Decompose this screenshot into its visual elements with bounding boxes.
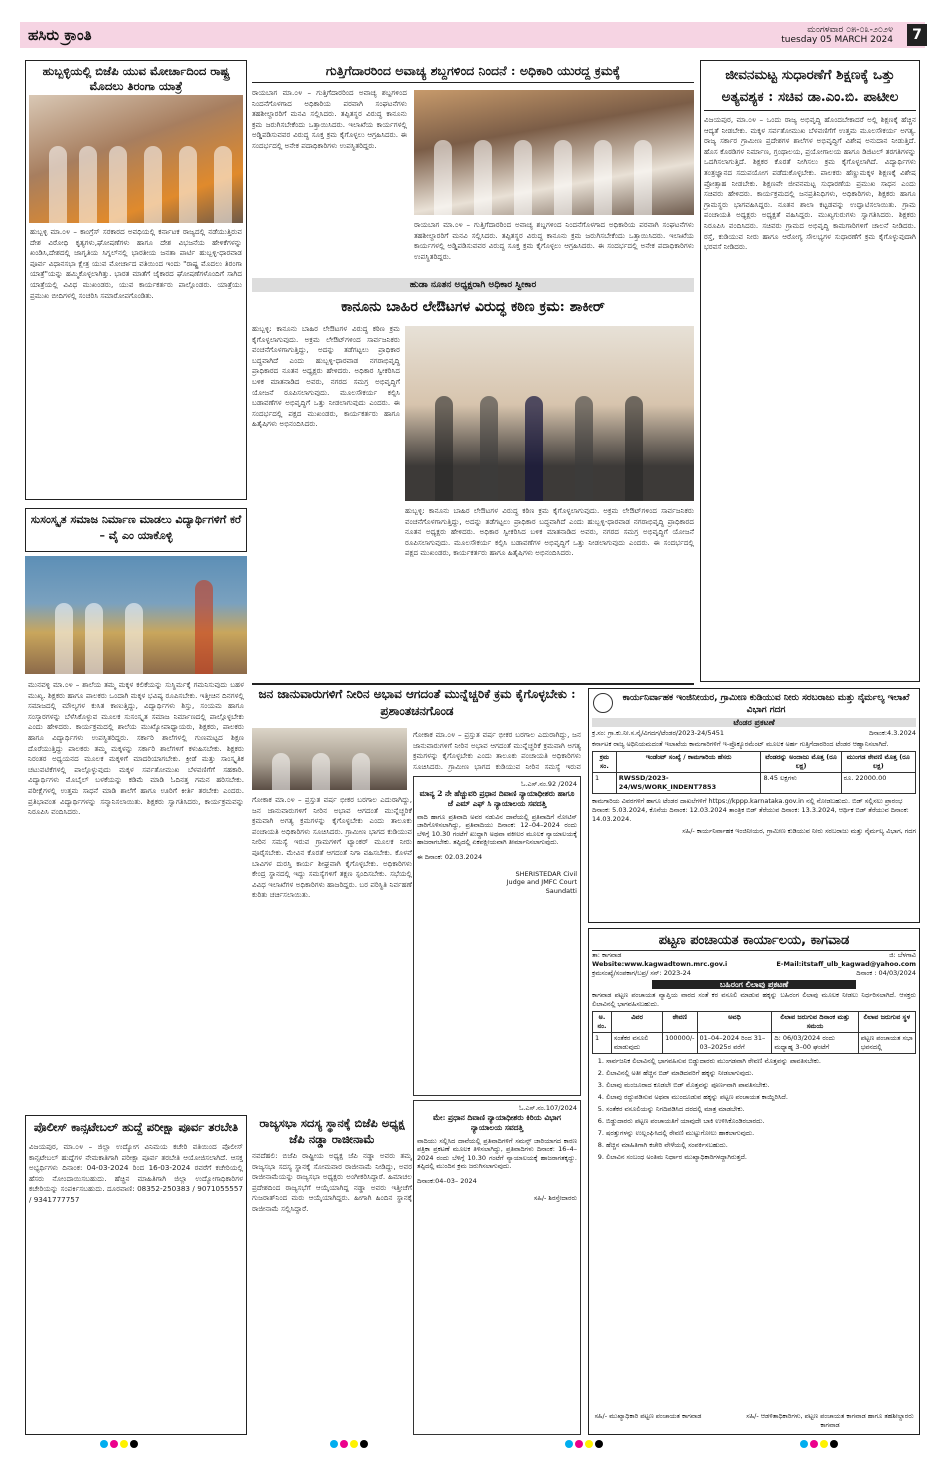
auction-table xyxy=(592,1011,916,1054)
yellow-dot xyxy=(820,1440,828,1448)
court-notice-2 xyxy=(413,1100,581,1435)
list-item: 6. ಬಿಡ್ಡುದಾರರು ಪಟ್ಟಣ ಪಂಚಾಯತಿಗೆ ಯಾವುದೇ ಬಾಕಿ ಉಳಿಸಿಕೊಂಡಿರಬಾರದು. xyxy=(606,1117,916,1126)
cell: 100000/- xyxy=(663,1033,697,1054)
magenta-dot xyxy=(575,1440,583,1448)
notice-ref: ಕ್ರ.ಸಂ: ಗ್ರಾ.ಕು.ನೀ.ಸ.ನೈ/ವಿಗದಗ/ಟೆಂಡರ/2023-24/5451 xyxy=(592,729,724,737)
article-huda xyxy=(252,294,694,684)
notice-engineer-tender xyxy=(588,688,920,923)
school-photo xyxy=(25,556,247,674)
cell: ಸಂತೆಕರ ವಸೂಲಿ ಮಾಡುವುದು xyxy=(611,1033,662,1054)
col-header: ಅ. ನಂ. xyxy=(593,1012,612,1033)
article-title: ಪೊಲೀಸ್ ಕಾನ್ಸಟೇಬಲ್ ಹುದ್ದೆ ಪರೀಕ್ಷಾ ಪೂರ್ವ ತರಬೇತಿ xyxy=(33,1120,239,1134)
article-title: ಜನ ಜಾನುವಾರುಗಳಿಗೆ ನೀರಿನ ಅಭಾವ ಆಗದಂತೆ ಮುನ್ನೆಚ್ಚರಿಕೆ ಕ್ರಮ ಕೈಗೊಳ್ಳಬೇಕು : ಪ್ರಶಾಂತಚನಗೊಂಡ xyxy=(258,687,576,718)
notice-date: ದಿನಾಂಕ:4.3.2024 xyxy=(868,729,916,737)
article-body-right: ಹುಬ್ಬಳ್ಳಿ: ಕಾನೂನು ಬಾಹಿರ ಲೇಔಟಗಳ ವಿರುದ್ಧ ಕಠಿಣ ಕ್ರಮ ಕೈಗೊಳ್ಳಲಾಗುವುದು. ಅಕ್ರಮ ಲೇಔಟ್‌ಗಳಿಂದ ಸಾರ್ವಜನಿಕರು ವಂಚನೆಗೊಳಗಾಗುತ್ತಿದ್ದು, ಅದನ್ನು ತಡೆಗಟ್ಟಲು ಪ್ರಾಧಿಕಾರ ಬದ್ಧವಾಗಿದೆ ಎಂದು ಹುಬ್ಬಳ್ಳಿ-ಧಾರವಾಡ ನಗರಾಭಿವೃದ್ಧಿ ಪ್ರಾಧಿಕಾರದ ನೂತನ ಅಧ್ಯಕ್ಷರು ಹೇಳಿದರು. ಅಧಿಕಾರ ಸ್ವೀಕರಿಸಿದ ಬಳಿಕ ಮಾತನಾಡಿದ ಅವರು, ನಗರದ ಸಮಗ್ರ ಅಭಿವೃದ್ಧಿಗೆ ಯೋಜನೆ ರೂಪಿಸಲಾಗುವುದು. ಮೂಲಸೌಕರ್ಯ ಕಲ್ಪಿಸಿ ಬಡಾವಣೆಗಳ ಅಭಿವೃದ್ಧಿಗೆ ಒತ್ತು ನೀಡಲಾಗುವುದು ಎಂದರು. ಈ ಸಂದರ್ಭದಲ್ಲಿ ಪಕ್ಷದ ಮುಖಂಡರು, ಕಾರ್ಯಕರ್ತರು ಹಾಗೂ ಹಿತೈಷಿಗಳು ಅಭಿನಂದಿಸಿದರು. xyxy=(405,506,694,558)
article-hubballi xyxy=(25,60,247,500)
sign-left: ಸಹಿ/- ಮುಖ್ಯಾಧಿಕಾರಿ ಪಟ್ಟಣ ಪಂಚಾಯತ ಕಾಗವಾಡ xyxy=(594,1412,702,1420)
article-title: ರಾಜ್ಯಸಭಾ ಸದಸ್ಯ ಸ್ಥಾನಕ್ಕೆ ಬಿಜೆಪಿ ಅಧ್ಯಕ್ಷ ಜೆಪಿ ನಡ್ಡಾ ರಾಜೀನಾಮೆ xyxy=(259,1116,405,1146)
article-body-left: ರಾಯಬಾಗ ಮಾ.೦೪ – ಗುತ್ತಿಗೆದಾರರಿಂದ ಅವಾಚ್ಯ ಶಬ್ದಗಳಿಂದ ನಿಂದನೆಗೊಳಗಾದ ಅಧಿಕಾರಿಯ ಪರವಾಗಿ ಸಂಘಟನೆಗಳು ತಹಶೀಲ್ದಾರರಿಗೆ ಮನವಿ ಸಲ್ಲಿಸಿದರು. ತಪ್ಪಿತಸ್ಥರ ವಿರುದ್ಧ ಕಾನೂನು ಕ್ರಮ ಜರುಗಿಸಬೇಕೆಂದು ಒತ್ತಾಯಿಸಿದರು. ಇಲಾಖೆಯ ಕಾರ್ಯಗಳಲ್ಲಿ ಅಡ್ಡಿಪಡಿಸುವವರ ವಿರುದ್ಧ ಸೂಕ್ತ ಕ್ರಮ ಕೈಗೊಳ್ಳಲು ಆಗ್ರಹಿಸಿದರು. ಈ ಸಂದರ್ಭದಲ್ಲಿ ಅನೇಕ ಪದಾಧಿಕಾರಿಗಳು ಉಪಸ್ಥಿತರಿದ್ದರು. xyxy=(252,88,407,150)
list-item: 3. ಲಿಲಾವು ಮಂಜೂರಾದ ಕೂಡಲೇ ಬಿಡ್ ಮೊತ್ತವನ್ನು ಪೂರ್ಣವಾಗಿ ಪಾವತಿಸಬೇಕು. xyxy=(606,1081,916,1090)
cell: ದಿ: 06/03/2024 ರಂದು ಮಧ್ಯಾಹ್ನ 3–00 ಘಂಟೆಗೆ xyxy=(772,1033,858,1054)
notice-body: ವಾದಿಯು ಸಲ್ಲಿಸಿದ ದಾವೆಯಲ್ಲಿ ಪ್ರತಿವಾದಿಗಳಿಗೆ ಸಮನ್ಸ್ ಜಾರಿಯಾಗದ ಕಾರಣ ಪತ್ರಿಕಾ ಪ್ರಕಟಣೆ ಮೂಲಕ ತಿಳಿಸಲಾಗಿದ್ದು, ಪ್ರತಿವಾದಿಗಳು ದಿನಾಂಕ: 16–4–2024 ರಂದು ಬೆಳಿಗ್ಗೆ 10.30 ಗಂಟೆಗೆ ನ್ಯಾಯಾಲಯಕ್ಕೆ ಹಾಜರಾಗತಕ್ಕದ್ದು. ತಪ್ಪಿದಲ್ಲಿ ಮುಂದಿನ ಕ್ರಮ ಜರುಗಿಸಲಾಗುವುದು. xyxy=(417,1136,577,1171)
case-number: ಓ.ಎಸ್.ನಂ.92 /2024 xyxy=(521,780,577,788)
notice-footer-1: ಕಾಮಗಾರಿಯ ವಿವರಗಳಿಗೆ ಹಾಗೂ ಟೆಂಡರ ದಾಖಲೆಗಳಿಗೆ https://kppp.karnataka.gov.in ನಲ್ಲಿ ನೋಡಬಹುದು. ಬಿಡ್ ಸಲ್ಲಿಸಲು ಪ್ರಾರಂಭ ದಿನಾಂಕ: 5.03.2024, ಕೊನೆಯ ದಿನಾಂಕ: 12.03.2024 ತಾಂತ್ರಿಕ ಬಿಡ್ ತೆರೆಯುವ ದಿನಾಂಕ: 13.3.2024, ಆರ್ಥಿಕ ಬಿಡ್ ತೆರೆಯುವ ದಿನಾಂಕ: 14.03.2024. xyxy=(592,797,909,823)
article-rajyasabha xyxy=(252,1115,412,1435)
col-header: ಲಿಲಾವ ಜರುಗುವ ಸ್ಥಳ xyxy=(858,1012,915,1033)
list-item: 8. ಹೆಚ್ಚಿನ ಮಾಹಿತಿಗಾಗಿ ಕಚೇರಿ ವೇಳೆಯಲ್ಲಿ ಸಂಪರ್ಕಿಸಬಹುದು. xyxy=(606,1141,916,1150)
notice-title: ಪಟ್ಟಣ ಪಂಚಾಯತ ಕಾರ್ಯಾಲಯ, ಕಾಗವಾಡ xyxy=(592,932,916,951)
notice-sign: ಸಹಿ/- ಶಿರಸ್ತೇದಾರರು xyxy=(533,1193,577,1202)
notice-date: ಈ ದಿನಾಂಕ: 02.03.2024 xyxy=(417,852,483,861)
yellow-dot xyxy=(585,1440,593,1448)
col-header: ಅವಧಿ xyxy=(697,1012,772,1033)
article-title: ಜೀವನಮಟ್ಟ ಸುಧಾರಣೆಗೆ ಶಿಕ್ಷಣಕ್ಕೆ ಒತ್ತು ಅತ್ಯವಶ್ಯಕ : ಸಚಿವ ಡಾ.ಎಂ.ಬಿ. ಪಾಟೀಲ xyxy=(704,64,916,111)
notice-taluk: ತಾ: ಕಾಗವಾಡ xyxy=(592,951,622,959)
notice-loc-row xyxy=(592,951,916,960)
masthead-dates xyxy=(781,25,893,45)
cyan-dot xyxy=(330,1440,338,1448)
signatures-row xyxy=(593,1412,915,1430)
notice-email: E-Mail:itstaff_ulb_kagwad@yahoo.com xyxy=(776,960,916,968)
divider xyxy=(252,683,694,685)
cell: ರೂ. 22000.00 xyxy=(841,773,915,794)
masthead xyxy=(20,22,925,48)
tender-table xyxy=(592,751,916,794)
table-row xyxy=(593,1033,916,1054)
magenta-dot xyxy=(340,1440,348,1448)
notice-website: Website:www.kagwadtown.mrc.gov.i xyxy=(592,960,728,968)
notice-title: ಕಾರ್ಯನಿರ್ವಾಹಕ ಇಂಜಿನೀಯರ, ಗ್ರಾಮೀಣ ಕುಡಿಯುವ ನೀರು ಸರಬರಾಜು ಮತ್ತು ನೈರ್ಮಲ್ಯ ಇಲಾಖೆ ವಿಭಾಗ ಗದಗ xyxy=(622,693,910,715)
list-item: 9. ಲಿಲಾವಿನ ಸಂಬಂಧ ಅಂತಿಮ ನಿರ್ಧಾರ ಮುಖ್ಯಾಧಿಕಾರಿಗಳದ್ದಾಗಿರುತ್ತದೆ. xyxy=(606,1153,916,1162)
notice-title: ಮೇ: ಪ್ರಧಾನ ದಿವಾಣಿ ನ್ಯಾಯಾಧೀಶರು ಕಿರಿಯ ವಿಭಾಗ ನ್ಯಾಯಾಲಯ ಸವದತ್ತಿ xyxy=(432,1112,561,1132)
court-notice-1 xyxy=(413,776,581,1096)
notice-sign: SHERISTEDAR Civil Judge and JMFC Court Saundatti xyxy=(506,869,577,895)
article-photo xyxy=(414,90,694,215)
article-title: ಗುತ್ತಿಗೆದಾರರಿಂದ ಅವಾಚ್ಯ ಶಬ್ದಗಳಿಂದ ನಿಂದನೆ : ಅಧಿಕಾರಿ ಯುರದ್ದ ಕ್ರಮಕ್ಕೆ xyxy=(252,60,694,83)
col-header: ಮುಂಗಡ ಠೇವಣಿ ಮೊತ್ತ (ರೂ ಲಕ್ಷ) xyxy=(841,752,915,773)
animals-article-body-right: ಗೋಕಾಕ ಮಾ.೦೪ – ಪ್ರಸ್ತುತ ವರ್ಷ ಭೀಕರ ಬರಗಾಲ ಎದುರಾಗಿದ್ದು, ಜನ ಜಾನುವಾರುಗಳಿಗೆ ನೀರಿನ ಅಭಾವ ಆಗದಂತೆ ಮುನ್ನೆಚ್ಚರಿಕೆ ಕ್ರಮವಾಗಿ ಅಗತ್ಯ ಕ್ರಮಗಳನ್ನು ಕೈಗೊಳ್ಳಬೇಕು ಎಂದು ತಾಲೂಕು ಪಂಚಾಯತಿ ಅಧಿಕಾರಿಗಳು ಸೂಚಿಸಿದರು. ಗ್ರಾಮೀಣ ಭಾಗದ ಕುಡಿಯುವ ನೀರಿನ ಸಮಸ್ಯೆ ಇರುವ xyxy=(413,730,581,771)
list-item: 4. ಲಿಲಾವು ರದ್ದುಪಡಿಸುವ ಅಥವಾ ಮುಂದೂಡುವ ಹಕ್ಕನ್ನು ಪಟ್ಟಣ ಪಂಚಾಯತ ಕಾಯ್ದಿರಿಸಿದೆ. xyxy=(606,1093,916,1102)
black-dot xyxy=(595,1440,603,1448)
cyan-dot xyxy=(565,1440,573,1448)
cell: 01–04–2024 ರಿಂದ 31–03–2025ರ ವರೆಗೆ xyxy=(697,1033,772,1054)
list-item: 1. ಸಾರ್ವಜನಿಕ ಲಿಲಾವಿನಲ್ಲಿ ಭಾಗವಹಿಸುವ ಬಿಡ್ಡುದಾರರು ಮುಂಗಡವಾಗಿ ಠೇವಣಿ ಮೊತ್ತವನ್ನು ಪಾವತಿಸಬೇಕು. xyxy=(606,1057,916,1066)
col-header: ವಿವರ xyxy=(611,1012,662,1033)
magenta-dot xyxy=(110,1440,118,1448)
article-body: ವಿಜಯಪುರ, ಮಾ.೦೪ – ಜಿಲ್ಲಾ ಉದ್ಯೋಗ ವಿನಿಮಯ ಕಚೇರಿ ವತಿಯಿಂದ ಪೊಲೀಸ್ ಕಾನ್ಸಟೇಬಲ್ ಹುದ್ದೆಗಳ ನೇಮಕಾತಿಗಾಗಿ ಪರೀಕ್ಷಾ ಪೂರ್ವ ತರಬೇತಿ ಆಯೋಜಿಸಲಾಗಿದೆ. ಆಸಕ್ತ ಅಭ್ಯರ್ಥಿಗಳು ದಿನಾಂಕ: 04-03-2024 ರಿಂದ 16-03-2024 ರವರೆಗೆ ಕಚೇರಿಯಲ್ಲಿ ಹೆಸರು ನೋಂದಾಯಿಸಬಹುದು. ಹೆಚ್ಚಿನ ಮಾಹಿತಿಗಾಗಿ ಜಿಲ್ಲಾ ಉದ್ಯೋಗಾಧಿಕಾರಿಗಳ ಕಚೇರಿಯನ್ನು ಸಂಪರ್ಕಿಸಬಹುದು. ದೂರವಾಣಿ: 08352-250383 / 9071055557 / 9341777757 xyxy=(29,1142,243,1204)
animals-article-body: ಗೋಕಾಕ ಮಾ.೦೪ – ಪ್ರಸ್ತುತ ವರ್ಷ ಭೀಕರ ಬರಗಾಲ ಎದುರಾಗಿದ್ದು, ಜನ ಜಾನುವಾರುಗಳಿಗೆ ನೀರಿನ ಅಭಾವ ಆಗದಂತೆ ಮುನ್ನೆಚ್ಚರಿಕೆ ಕ್ರಮವಾಗಿ ಅಗತ್ಯ ಕ್ರಮಗಳನ್ನು ಕೈಗೊಳ್ಳಬೇಕು ಎಂದು ತಾಲೂಕು ಪಂಚಾಯತಿ ಅಧಿಕಾರಿಗಳು ಸೂಚಿಸಿದರು. ಗ್ರಾಮೀಣ ಭಾಗದ ಕುಡಿಯುವ ನೀರಿನ ಸಮಸ್ಯೆ ಇರುವ ಗ್ರಾಮಗಳಿಗೆ ಟ್ಯಾಂಕರ್ ಮೂಲಕ ನೀರು ಪೂರೈಸಬೇಕು. ಮೇವಿನ ಕೊರತೆ ಆಗದಂತೆ ನಿಗಾ ವಹಿಸಬೇಕು. ಕೊಳವೆ ಬಾವಿಗಳ ದುರಸ್ತಿ ಕಾರ್ಯ ಶೀಘ್ರವಾಗಿ ಕೈಗೊಳ್ಳಬೇಕು. ಅಧಿಕಾರಿಗಳು ಕೇಂದ್ರ ಸ್ಥಾನದಲ್ಲಿ ಇದ್ದು ಸಮಸ್ಯೆಗಳಿಗೆ ತಕ್ಷಣ ಸ್ಪಂದಿಸಬೇಕು. ಸಭೆಯಲ್ಲಿ ವಿವಿಧ ಇಲಾಖೆಗಳ ಅಧಿಕಾರಿಗಳು ಹಾಜರಿದ್ದರು. ಬರ ಪರಿಸ್ಥಿತಿ ನಿರ್ವಹಣೆ ಕುರಿತು ಚರ್ಚಿಸಲಾಯಿತು. xyxy=(252,795,412,900)
col-header: ಕ್ರಮ ಸಂ. xyxy=(593,752,617,773)
col-header: ಲಿಲಾವ ಜರುಗುವ ದಿನಾಂಕ ಮತ್ತು ಸಮಯ xyxy=(772,1012,858,1033)
registration-marks-mid xyxy=(330,1440,368,1448)
yellow-dot xyxy=(120,1440,128,1448)
cyan-dot xyxy=(100,1440,108,1448)
case-number: ಓ.ಎಸ್.ನಂ.107/2024 xyxy=(519,1104,577,1112)
article-minister xyxy=(700,60,920,682)
table-row xyxy=(593,773,916,794)
department-emblem-icon xyxy=(593,693,613,713)
page-number: 7 xyxy=(907,24,927,46)
list-item: 5. ಸಂತೆಕರ ವಸೂಲಿಯನ್ನು ನಿಗದಿಪಡಿಸಿದ ದರದಲ್ಲಿ ಮಾತ್ರ ಮಾಡಬೇಕು. xyxy=(606,1105,916,1114)
registration-marks-right1 xyxy=(565,1440,603,1448)
col-header: ಇಂಡೆಂಟ್ ಸಂಖ್ಯೆ / ಕಾಮಗಾರಿಯ ಹೆಸರು xyxy=(616,752,761,773)
article-title: ಕಾನೂನು ಬಾಹಿರ ಲೇಔಟಗಳ ವಿರುದ್ಧ ಕಠಿಣ ಕ್ರಮ: ಶಾಕೀರ್ xyxy=(341,299,605,315)
notice-date: ದಿನಾಂಕ : 04/03/2024 xyxy=(856,969,916,977)
article-body: ವಿಜಯಪುರ, ಮಾ.೦೪ – ಒಂದು ರಾಜ್ಯ ಅಭಿವೃದ್ಧಿ ಹೊಂದಬೇಕಾದರೆ ಅಲ್ಲಿ ಶಿಕ್ಷಣಕ್ಕೆ ಹೆಚ್ಚಿನ ಆದ್ಯತೆ ನೀಡಬೇಕು. ಮಕ್ಕಳ ಸರ್ವತೋಮುಖ ಬೆಳವಣಿಗೆಗೆ ಉತ್ತಮ ಮೂಲಸೌಕರ್ಯ ಅಗತ್ಯ. ರಾಜ್ಯ ಸರ್ಕಾರ ಗ್ರಾಮೀಣ ಪ್ರದೇಶಗಳ ಶಾಲೆಗಳ ಅಭಿವೃದ್ಧಿಗೆ ವಿಶೇಷ ಅನುದಾನ ನೀಡುತ್ತಿದೆ. ಹೊಸ ಕೊಠಡಿಗಳ ನಿರ್ಮಾಣ, ಗ್ರಂಥಾಲಯ, ಪ್ರಯೋಗಾಲಯ ಹಾಗೂ ಡಿಜಿಟಲ್ ತರಗತಿಗಳನ್ನು ಒದಗಿಸಲಾಗುತ್ತಿದೆ. ಶಿಕ್ಷಕರ ಕೊರತೆ ನೀಗಿಸಲು ಕ್ರಮ ಕೈಗೊಳ್ಳಲಾಗಿದೆ. ವಿದ್ಯಾರ್ಥಿಗಳು ತಂತ್ರಜ್ಞಾನದ ಸದುಪಯೋಗ ಪಡೆದುಕೊಳ್ಳಬೇಕು. ಪಾಲಕರು ಹೆಣ್ಣುಮಕ್ಕಳ ಶಿಕ್ಷಣಕ್ಕೆ ವಿಶೇಷ ಪ್ರೋತ್ಸಾಹ ನೀಡಬೇಕು. ಶಿಕ್ಷಣವೇ ಜೀವನಮಟ್ಟ ಸುಧಾರಣೆಯ ಪ್ರಮುಖ ಸಾಧನ ಎಂದು ಸಚಿವರು ಹೇಳಿದರು. ಕಾರ್ಯಕ್ರಮದಲ್ಲಿ ಜನಪ್ರತಿನಿಧಿಗಳು, ಅಧಿಕಾರಿಗಳು, ಶಿಕ್ಷಕರು ಹಾಗೂ ಗ್ರಾಮಸ್ಥರು ಭಾಗವಹಿಸಿದ್ದರು. ನೂತನ ಶಾಲಾ ಕಟ್ಟಡವನ್ನು ಉದ್ಘಾಟಿಸಲಾಯಿತು. ಗ್ರಾಮ ಪಂಚಾಯತಿ ಅಧ್ಯಕ್ಷರು ಅಧ್ಯಕ್ಷತೆ ವಹಿಸಿದ್ದರು. ಮುಖ್ಯಗುರುಗಳು ಸ್ವಾಗತಿಸಿದರು. ಶಿಕ್ಷಕರು ನಿರೂಪಿಸಿ ವಂದಿಸಿದರು. ಸಚಿವರು ಗ್ರಾಮದ ಅಭಿವೃದ್ಧಿ ಕಾಮಗಾರಿಗಳಿಗೆ ಚಾಲನೆ ನೀಡಿದರು. ರಸ್ತೆ, ಕುಡಿಯುವ ನೀರು ಹಾಗೂ ಆರೋಗ್ಯ ಸೌಲಭ್ಯಗಳ ಸುಧಾರಣೆಗೆ ಕ್ರಮ ಕೈಗೊಳ್ಳುವುದಾಗಿ ಭರವಸೆ ನೀಡಿದರು. xyxy=(704,115,916,252)
notice-ref: ಕ್ರಮಸಂಖ್ಯೆ/ಸಂಪಕಾಗ/ಬಪ್ರ/ ಸನ್: 2023-24 xyxy=(592,969,691,977)
school-article-body: ಮುನವಳ್ಳಿ ಮಾ.೦೪ – ಶಾಲೆಯ ತಮ್ಮ ಮಕ್ಕಳ ಕಲಿಕೆಯನ್ನು ಸುಸ್ಥಿರ್ಮಕ್ಕೆ ಗಮನಿಸುವುದು ಬಹಳ ಮುಖ್ಯ. ಶಿಕ್ಷಕರು ಹಾಗೂ ಪಾಲಕರು ಒಂದಾಗಿ ಮಕ್ಕಳ ಭವಿಷ್ಯ ರೂಪಿಸಬೇಕು. ಇತ್ತೀಚಿನ ದಿನಗಳಲ್ಲಿ ಸಮಾಜದಲ್ಲಿ ಮೌಲ್ಯಗಳ ಕುಸಿತ ಕಾಣುತ್ತಿದ್ದು, ವಿದ್ಯಾರ್ಥಿಗಳು ಶಿಸ್ತು, ಸಂಯಮ ಹಾಗೂ ಸಂಸ್ಕಾರಗಳನ್ನು ಬೆಳೆಸಿಕೊಳ್ಳುವ ಮೂಲಕ ಸುಸಂಸ್ಕೃತ ಸಮಾಜ ನಿರ್ಮಾಣದಲ್ಲಿ ಪಾಲ್ಗೊಳ್ಳಬೇಕು ಎಂದು ಹೇಳಿದರು. ಕಾರ್ಯಕ್ರಮದಲ್ಲಿ ಶಾಲೆಯ ಮುಖ್ಯೋಪಾಧ್ಯಾಯರು, ಶಿಕ್ಷಕರು, ಪಾಲಕರು ಹಾಗೂ ವಿದ್ಯಾರ್ಥಿಗಳು ಉಪಸ್ಥಿತರಿದ್ದರು. ಸರ್ಕಾರಿ ಶಾಲೆಗಳಲ್ಲಿ ಗುಣಮಟ್ಟದ ಶಿಕ್ಷಣ ದೊರೆಯುತ್ತಿದ್ದು ಪಾಲಕರು ತಮ್ಮ ಮಕ್ಕಳನ್ನು ಸರ್ಕಾರಿ ಶಾಲೆಗಳಿಗೆ ಕಳುಹಿಸಬೇಕು. ಶಿಕ್ಷಕರು ನಿರಂತರ ಅಧ್ಯಯನದ ಮೂಲಕ ಮಕ್ಕಳಿಗೆ ಮಾದರಿಯಾಗಬೇಕು. ಕ್ರೀಡೆ ಮತ್ತು ಸಾಂಸ್ಕೃತಿಕ ಚಟುವಟಿಕೆಗಳಲ್ಲಿ ಪಾಲ್ಗೊಳ್ಳುವುದು ಮಕ್ಕಳ ಸರ್ವತೋಮುಖ ಬೆಳವಣಿಗೆಗೆ ಸಹಕಾರಿ. ವಿದ್ಯಾರ್ಥಿಗಳು ಮೊಬೈಲ್ ಬಳಕೆಯನ್ನು ಕಡಿಮೆ ಮಾಡಿ ಓದಿನತ್ತ ಗಮನ ಹರಿಸಬೇಕು. ಪರೀಕ್ಷೆಗಳಲ್ಲಿ ಉತ್ತಮ ಸಾಧನೆ ಮಾಡಿ ಶಾಲೆಗೆ ಹಾಗೂ ಊರಿಗೆ ಕೀರ್ತಿ ತರಬೇಕು ಎಂದರು. ಪ್ರತಿಭಾವಂತ ವಿದ್ಯಾರ್ಥಿಗಳನ್ನು ಸನ್ಮಾನಿಸಲಾಯಿತು. ಶಿಕ್ಷಕರು ಸ್ವಾಗತಿಸಿದರು, ಕಾರ್ಯಕ್ರಮವನ್ನು ನಿರೂಪಿಸಿ ವಂದಿಸಿದರು. xyxy=(28,680,244,817)
conditions-list xyxy=(592,1057,916,1162)
notice-date: ದಿನಾಂಕ:04–03– 2024 xyxy=(417,1176,477,1185)
cell: RWSSD/2023-24/WS/WORK_INDENT7853 xyxy=(616,773,761,794)
article-body-right: ರಾಯಬಾಗ ಮಾ.೦೪ – ಗುತ್ತಿಗೆದಾರರಿಂದ ಅವಾಚ್ಯ ಶಬ್ದಗಳಿಂದ ನಿಂದನೆಗೊಳಗಾದ ಅಧಿಕಾರಿಯ ಪರವಾಗಿ ಸಂಘಟನೆಗಳು ತಹಶೀಲ್ದಾರರಿಗೆ ಮನವಿ ಸಲ್ಲಿಸಿದರು. ತಪ್ಪಿತಸ್ಥರ ವಿರುದ್ಧ ಕಾನೂನು ಕ್ರಮ ಜರುಗಿಸಬೇಕೆಂದು ಒತ್ತಾಯಿಸಿದರು. ಇಲಾಖೆಯ ಕಾರ್ಯಗಳಲ್ಲಿ ಅಡ್ಡಿಪಡಿಸುವವರ ವಿರುದ್ಧ ಸೂಕ್ತ ಕ್ರಮ ಕೈಗೊಳ್ಳಲು ಆಗ್ರಹಿಸಿದರು. ಈ ಸಂದರ್ಭದಲ್ಲಿ ಅನೇಕ ಪದಾಧಿಕಾರಿಗಳು ಉಪಸ್ಥಿತರಿದ್ದರು. xyxy=(414,220,694,261)
article-body-left: ಹುಬ್ಬಳ್ಳಿ: ಕಾನೂನು ಬಾಹಿರ ಲೇಔಟಗಳ ವಿರುದ್ಧ ಕಠಿಣ ಕ್ರಮ ಕೈಗೊಳ್ಳಲಾಗುವುದು. ಅಕ್ರಮ ಲೇಔಟ್‌ಗಳಿಂದ ಸಾರ್ವಜನಿಕರು ವಂಚನೆಗೊಳಗಾಗುತ್ತಿದ್ದು, ಅದನ್ನು ತಡೆಗಟ್ಟಲು ಪ್ರಾಧಿಕಾರ ಬದ್ಧವಾಗಿದೆ ಎಂದು ಹುಬ್ಬಳ್ಳಿ-ಧಾರವಾಡ ನಗರಾಭಿವೃದ್ಧಿ ಪ್ರಾಧಿಕಾರದ ನೂತನ ಅಧ್ಯಕ್ಷರು ಹೇಳಿದರು. ಅಧಿಕಾರ ಸ್ವೀಕರಿಸಿದ ಬಳಿಕ ಮಾತನಾಡಿದ ಅವರು, ನಗರದ ಸಮಗ್ರ ಅಭಿವೃದ್ಧಿಗೆ ಯೋಜನೆ ರೂಪಿಸಲಾಗುವುದು. ಮೂಲಸೌಕರ್ಯ ಕಲ್ಪಿಸಿ ಬಡಾವಣೆಗಳ ಅಭಿವೃದ್ಧಿಗೆ ಒತ್ತು ನೀಡಲಾಗುವುದು ಎಂದರು. ಈ ಸಂದರ್ಭದಲ್ಲಿ ಪಕ್ಷದ ಮುಖಂಡರು, ಕಾರ್ಯಕರ್ತರು ಹಾಗೂ ಹಿತೈಷಿಗಳು ಅಭಿನಂದಿಸಿದರು. xyxy=(252,324,400,429)
article-photo xyxy=(405,326,694,501)
notice-footer-2: ಸಹಿ/- ಕಾರ್ಯನಿರ್ವಾಹಕ ಇಂಜಿನೀಯರ, ಗ್ರಾಮೀಣ ಕುಡಿಯುವ ನೀರು ಸರಬರಾಜು ಮತ್ತು ನೈರ್ಮಲ್ಯ ವಿಭಾಗ, ಗದಗ xyxy=(682,827,916,835)
list-item: 7. ಷರತ್ತುಗಳನ್ನು ಉಲ್ಲಂಘಿಸಿದಲ್ಲಿ ಠೇವಣಿ ಮುಟ್ಟುಗೋಲು ಹಾಕಲಾಗುವುದು. xyxy=(606,1129,916,1138)
cell: 1 xyxy=(593,773,617,794)
article-title: ಹುಬ್ಬಳ್ಳಿಯಲ್ಲಿ ಬಿಜೆಪಿ ಯುವ ಮೋರ್ಚಾದಿಂದ ರಾಷ್ಟ್ರ ಮೊದಲು ತಿರಂಗಾ ಯಾತ್ರೆ xyxy=(42,64,230,93)
article-school xyxy=(25,508,247,552)
cell: 1 xyxy=(593,1033,612,1054)
notice-intro: ಕಾಗವಾಡ ಪಟ್ಟಣ ಪಂಚಾಯತ ವ್ಯಾಪ್ತಿಯ ವಾರದ ಸಂತೆ ಕರ ವಸೂಲಿ ಮಾಡುವ ಹಕ್ಕನ್ನು ಬಹಿರಂಗ ಲಿಲಾವು ಮೂಲಕ ನೀಡಲು ನಿರ್ಧರಿಸಲಾಗಿದೆ. ಆಸಕ್ತರು ಲಿಲಾವಿನಲ್ಲಿ ಭಾಗವಹಿಸಬಹುದು. xyxy=(592,991,916,1008)
notice-district: ಜಿ: ಬೆಳಗಾವಿ xyxy=(889,951,916,959)
article-title: ಸುಸಂಸ್ಕೃತ ಸಮಾಜ ನಿರ್ಮಾಣ ಮಾಡಲು ವಿದ್ಯಾರ್ಥಿಗಳಿಗೆ ಕರೆ – ವೈ ಎಂ ಯಾಕೊಳ್ಳಿ xyxy=(30,513,242,542)
article-photo xyxy=(29,95,243,223)
notice-panchayat-auction xyxy=(588,928,920,1435)
col-header: ಟೆಂಡರನ್ನು ಅಂದಾಜು ಮೊತ್ತ (ರೂ ಲಕ್ಷ) xyxy=(761,752,841,773)
meeting-photo xyxy=(252,728,407,790)
cell: ಪಟ್ಟಣ ಪಂಚಾಯತ ಸಭಾ ಭವನದಲ್ಲಿ xyxy=(858,1033,915,1054)
black-dot xyxy=(360,1440,368,1448)
notice-contact-row xyxy=(592,960,916,969)
yellow-dot xyxy=(350,1440,358,1448)
paper-name: ಹಸಿರು ಕ್ರಾಂತಿ xyxy=(28,26,92,44)
registration-marks-right2 xyxy=(800,1440,838,1448)
article-police xyxy=(25,1115,247,1435)
black-dot xyxy=(130,1440,138,1448)
cell: 8.45 ಲಕ್ಷಗಳು xyxy=(761,773,841,794)
sign-right: ಸಹಿ/- ಆಡಳಿತಾಧಿಕಾರಿಗಳು, ಪಟ್ಟಣ ಪಂಚಾಯತ ಕಾಗವಾಡ ಹಾಗೂ ತಹಶೀಲ್ದಾರರು ಕಾಗವಾಡ xyxy=(746,1412,914,1429)
date-kannada: ಮಂಗಳವಾರ ೦೫-೦೩-೨೦೨೪ xyxy=(807,25,893,35)
col-header: ಠೇವಣಿ xyxy=(663,1012,697,1033)
article-body: ಹುಬ್ಬಳ್ಳಿ ಮಾ.೦೪ – ಕಾಂಗ್ರೆಸ್ ಸರಕಾರದ ಅವಧಿಯಲ್ಲಿ ಕರ್ನಾಟಕ ರಾಜ್ಯದಲ್ಲಿ ನಡೆಯುತ್ತಿರುವ ದೇಶ ವಿರೋಧಿ ಕೃತ್ಯಗಳು,ಘೋಷಣೆಗಳು ಹಾಗೂ ದೇಶ ವಿಭಜನೆಯ ಹೇಳಿಕೆಗಳನ್ನು ಖಂಡಿಸಿ,ದೇಶದಲ್ಲಿ ಜಾಗೃತಿಯ ಸಿಗ್ನಲ್‌ನಲ್ಲಿ ಭಾರತೀಯ ಜನತಾ ಪಾರ್ಟಿ ಹುಬ್ಬಳ್ಳಿ-ಧಾರವಾಡ ಪೂರ್ವ ವಿಧಾನಸಭಾ ಕ್ಷೇತ್ರ ಯುವ ಮೋರ್ಚಾದ ವತಿಯಿಂದ ಇಂದು "ರಾಷ್ಟ್ರ ಮೊದಲು ತಿರಂಗಾ ಯಾತ್ರೆ"ಯನ್ನು ಹಮ್ಮಿಕೊಳ್ಳಲಾಗಿತ್ತು. ಭಾರತ ಮಾತೆಗೆ ಜೈಕಾರದ ಘೋಷಣೆಗಳೊಂದಿಗೆ ಸಾಗಿದ ಯಾತ್ರೆಯಲ್ಲಿ ವಿವಿಧ ಮುಖಂಡರು, ಯುವ ಕಾರ್ಯಕರ್ತರು ಪಾಲ್ಗೊಂಡರು. ಯಾತ್ರೆಯು ಪ್ರಮುಖ ಬೀದಿಗಳಲ್ಲಿ ಸಂಚರಿಸಿ ಸಮಾರೋಪಗೊಂಡಿತು. xyxy=(30,227,242,300)
kicker-huda: ಹುಡಾ ನೂತನ ಅಧ್ಯಕ್ಷರಾಗಿ ಅಧಿಕಾರ ಸ್ವೀಕಾರ xyxy=(252,278,694,292)
notice-body: ವಾದಿ ಹಾಗೂ ಪ್ರತಿವಾದಿ ಅವರ ನಡುವಿನ ದಾವೆಯಲ್ಲಿ ಪ್ರತಿವಾದಿಗೆ ನೋಟಿಸ್ ಜಾರಿಗೊಳಿಸಲಾಗಿದ್ದು, ಪ್ರತಿವಾದಿಯು ದಿನಾಂಕ: 12–04–2024 ರಂದು ಬೆಳಿಗ್ಗೆ 10.30 ಗಂಟೆಗೆ ಖುದ್ದಾಗಿ ಅಥವಾ ವಕೀಲರ ಮೂಲಕ ನ್ಯಾಯಾಲಯಕ್ಕೆ ಹಾಜರಾಗಬೇಕು. ತಪ್ಪಿದಲ್ಲಿ ಏಕಪಕ್ಷೀಯವಾಗಿ ತೀರ್ಮಾನಿಸಲಾಗುವುದು. xyxy=(417,812,577,847)
article-contractors xyxy=(252,60,694,275)
notice-subtitle: ಬಹಿರಂಗ ಲಿಲಾವು ಪ್ರಕಟಣೆ xyxy=(652,980,856,989)
notice-ref-row xyxy=(592,969,916,978)
date-english: tuesday 05 MARCH 2024 xyxy=(781,35,893,45)
registration-marks-left xyxy=(100,1440,138,1448)
notice-ref-row xyxy=(592,729,916,738)
list-item: 2. ಲಿಲಾವಿನಲ್ಲಿ ಅತೀ ಹೆಚ್ಚಿನ ಬಿಡ್ ಮಾಡಿದವರಿಗೆ ಹಕ್ಕನ್ನು ನೀಡಲಾಗುವುದು. xyxy=(606,1069,916,1078)
notice-title: ಮಾನ್ಯ 2 ನೇ ಹೆಚ್ಚುವರಿ ಪ್ರಧಾನ ದಿವಾಣಿ ನ್ಯಾಯಾಧೀಶರು ಹಾಗೂ ಜೆ ಎಮ್ ಎಫ್ ಸಿ ನ್ಯಾಯಾಲಯ ಸವದತ್ತಿ xyxy=(419,788,575,808)
black-dot xyxy=(830,1440,838,1448)
cyan-dot xyxy=(800,1440,808,1448)
notice-body: ಕರ್ನಾಟಕ ರಾಜ್ಯ ಅಧಿನಿಯಮದಂತೆ ಇಲಾಖೆಯ ಕಾಮಗಾರಿಗಳಿಗೆ ಇ-ಪ್ರೊಕ್ಯೂರಮೆಂಟ್ ಮೂಲಕ ಅರ್ಹ ಗುತ್ತಿಗೆದಾರರಿಂದ ಟೆಂಡರ ಆಹ್ವಾನಿಸಲಾಗಿದೆ. xyxy=(592,740,889,748)
magenta-dot xyxy=(810,1440,818,1448)
notice-subtitle: ಟೆಂಡರ ಪ್ರಕಟಣೆ xyxy=(592,718,916,727)
article-body: ನವದೆಹಲಿ: ಬಿಜೆಪಿ ರಾಷ್ಟ್ರೀಯ ಅಧ್ಯಕ್ಷ ಜೆಪಿ ನಡ್ಡಾ ಅವರು ತಮ್ಮ ರಾಜ್ಯಸಭಾ ಸದಸ್ಯ ಸ್ಥಾನಕ್ಕೆ ಸೋಮವಾರ ರಾಜೀನಾಮೆ ನೀಡಿದ್ದು, ಅವರ ರಾಜೀನಾಮೆಯನ್ನು ರಾಜ್ಯಸಭಾ ಅಧ್ಯಕ್ಷರು ಅಂಗೀಕರಿಸಿದ್ದಾರೆ. ಹಿಮಾಚಲ ಪ್ರದೇಶದಿಂದ ರಾಜ್ಯಸಭೆಗೆ ಆಯ್ಕೆಯಾಗಿದ್ದ ನಡ್ಡಾ ಅವರು ಇತ್ತೀಚೆಗೆ ಗುಜರಾತ್‌ನಿಂದ ಮರು ಆಯ್ಕೆಯಾಗಿದ್ದರು. ಹೀಗಾಗಿ ಹಿಂದಿನ ಸ್ಥಾನಕ್ಕೆ ರಾಜೀನಾಮೆ ಸಲ್ಲಿಸಿದ್ದಾರೆ. xyxy=(252,1151,412,1213)
